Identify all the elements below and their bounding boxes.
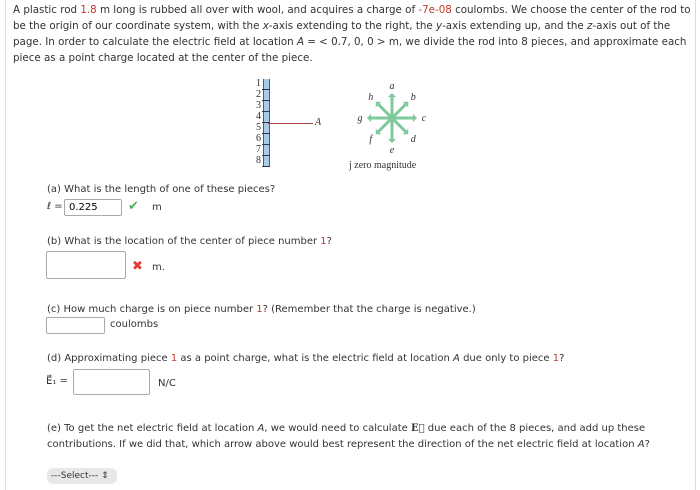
text: (e) To get the net electric field at location	[47, 423, 258, 434]
arrow-label-f: f	[369, 134, 373, 146]
piece-divider	[262, 89, 270, 90]
text: A	[453, 353, 460, 364]
e1-variable: E⃗₁ =	[46, 376, 68, 387]
arrow-label-e: e	[389, 145, 395, 156]
arrow-label-b: b	[410, 91, 416, 103]
text: , we would need to calculate	[264, 423, 411, 434]
piece-divider	[262, 133, 270, 134]
arrow-h	[379, 105, 392, 118]
piece-divider	[262, 166, 270, 167]
piece-divider	[262, 144, 270, 145]
problem-statement	[13, 2, 693, 66]
text: as a point charge, what is the electric field at location	[177, 353, 454, 364]
text: m long is rubbed all over with wool, and acquires a charge of	[96, 4, 419, 16]
location-input[interactable]	[46, 251, 126, 279]
piece-label: 5	[256, 122, 261, 133]
rod-charge: -7e-08	[418, 4, 452, 16]
question-c	[47, 304, 476, 315]
question-a: (a) What is the length of one of these pieces?	[47, 184, 276, 195]
arrow-label-c: c	[421, 113, 427, 124]
unit-n-per-c: N/C	[158, 378, 176, 389]
text: E⃗	[410, 423, 425, 434]
piece-label: 1	[256, 78, 261, 89]
question-b	[47, 236, 332, 247]
correct-check-icon: ✔	[128, 199, 139, 214]
arrow-label-d: d	[410, 134, 416, 146]
text: -axis extending to the right, the	[268, 20, 436, 32]
text: A	[637, 439, 645, 450]
text: ?	[644, 439, 650, 450]
piece-divider	[262, 111, 270, 112]
charge-input[interactable]	[46, 317, 105, 334]
incorrect-x-icon: ✖	[132, 259, 143, 274]
text: A	[296, 36, 304, 48]
text: ?	[326, 236, 332, 247]
piece-divider	[262, 155, 270, 156]
question-d	[47, 353, 564, 364]
text: due only to piece	[459, 353, 553, 364]
unit-coulombs: coulombs	[110, 319, 159, 330]
text: A plastic rod	[13, 4, 81, 16]
piece-label: 6	[256, 133, 261, 144]
piece-number: 1	[320, 236, 327, 247]
length-variable: ℓ =	[47, 201, 63, 212]
arrowhead-a	[388, 93, 396, 97]
direction-select[interactable]	[47, 468, 117, 484]
piece-number: 1	[256, 304, 263, 315]
arrow-star-figure	[340, 76, 450, 162]
text: (b) What is the location of the center of piece number	[47, 236, 321, 247]
arrow-f	[379, 118, 392, 131]
text: z	[587, 20, 593, 32]
text: x	[262, 20, 269, 32]
piece-number: 1	[170, 353, 178, 364]
unit-m: m	[152, 202, 162, 213]
text: y	[436, 20, 443, 32]
arrow-label-g: g	[357, 113, 363, 124]
zero-magnitude-label: j zero magnitude	[349, 160, 417, 171]
text: coulombs. We choose the center of the rod to be the origin of our coordinate system, with the	[13, 4, 691, 32]
arrow-d	[392, 118, 405, 131]
text: A	[257, 423, 265, 434]
arrowhead-e	[388, 139, 396, 143]
piece-label: 3	[256, 100, 261, 111]
length-input[interactable]	[64, 199, 122, 216]
piece-number: 1	[552, 353, 560, 364]
arrow-label-a: a	[389, 81, 395, 92]
arrowhead-g	[367, 114, 371, 122]
piece-label: 7	[256, 144, 261, 155]
text: -axis extending up, and the	[442, 20, 588, 32]
piece-label: 8	[256, 155, 261, 166]
question-e	[47, 421, 657, 453]
text: (d) Approximating piece	[47, 353, 171, 364]
text: due each of the 8 pieces, and add up these contributions. If we did that, which arrow above would best represent the direction of the net electric field at location	[47, 423, 646, 450]
point-a-label: A	[315, 117, 322, 128]
text: ? (Remember that the charge is negative.)	[262, 304, 476, 315]
chevron-updown-icon: ⇕	[101, 471, 109, 481]
arrow-label-h: h	[368, 91, 374, 103]
piece-divider	[262, 100, 270, 101]
unit-m: m.	[152, 262, 165, 273]
text: -axis out of the page. In order to calculate the electric field at location	[13, 20, 671, 48]
text: = < 0.7, 0, 0 > m, we divide the rod into 8 pieces, and approximate each piece as a point charge located at the center of the piece.	[13, 36, 687, 64]
arrow-b	[392, 105, 405, 118]
text: (c) How much charge is on piece number	[47, 304, 257, 315]
text: ?	[559, 353, 565, 364]
rod-to-a-line	[268, 123, 313, 124]
rod-length: 1.8	[80, 4, 97, 16]
electric-field-input[interactable]	[73, 369, 150, 395]
select-value: ---Select---	[51, 471, 99, 481]
piece-label: 4	[256, 111, 261, 122]
arrowhead-c	[413, 114, 417, 122]
piece-label: 2	[256, 89, 261, 100]
